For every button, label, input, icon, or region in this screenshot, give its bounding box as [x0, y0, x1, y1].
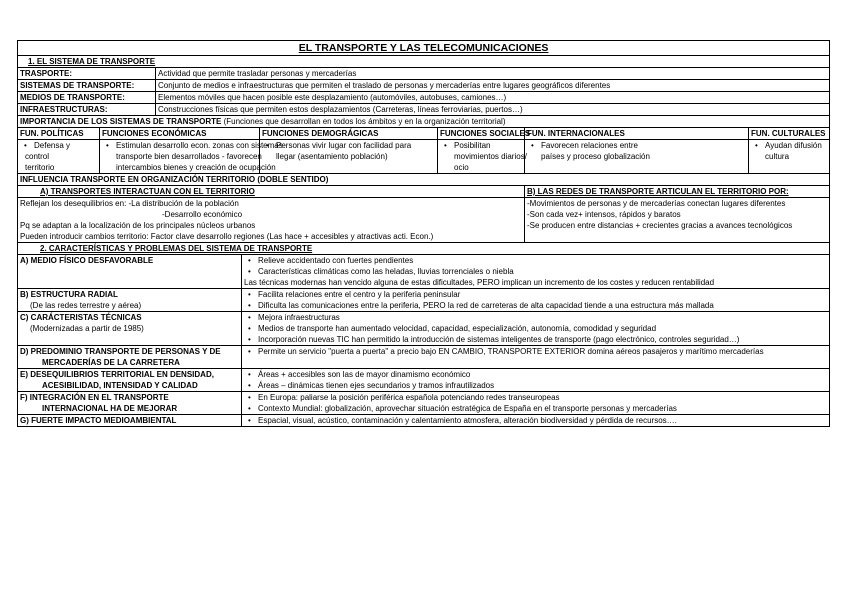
problem-label-line: A) MEDIO FÍSICO DESFAVORABLE: [20, 256, 154, 265]
definition-text: Actividad que permite trasladar personas y mercaderías: [156, 68, 830, 80]
problem-items: [242, 289, 830, 312]
function-line: • Favorecen relaciones entre: [527, 140, 746, 151]
functions-content-row: [18, 140, 830, 174]
function-line: • Posibilitan: [440, 140, 522, 151]
function-header: FUN. INTERNACIONALES: [525, 128, 749, 140]
problem-label: [18, 392, 242, 415]
influencia-a-line: Reflejan los desequilibrios en: -La distribución de la población: [20, 199, 239, 208]
problem-row: [18, 392, 830, 415]
definition-row: [18, 80, 830, 92]
influencia-b-line: -Movimientos de personas y de mercaderías conectan lugares diferentes: [527, 199, 786, 208]
problem-label-line: MERCADERÍAS DE LA CARRETERA: [42, 358, 180, 367]
problem-label-line: ACESIBILIDAD, INTENSIDAD Y CALIDAD: [42, 381, 198, 390]
problem-items: [242, 415, 830, 427]
problem-item: • Dificulta las comunicaciones entre la periferia, PERO la red de carreteras de alta capacidad tiende a una estructura más mallada: [244, 300, 827, 311]
problem-label: [18, 415, 242, 427]
influencia-b-line: -Son cada vez+ intensos, rápidos y baratos: [527, 210, 681, 219]
function-content: [18, 140, 100, 174]
definition-row: [18, 92, 830, 104]
problem-label-line: F) INTEGRACIÓN EN EL TRANSPORTE: [20, 393, 169, 402]
function-line: ocio: [454, 163, 469, 172]
function-line: transporte bien desarrollados - favorecen: [116, 152, 262, 161]
function-line: • Estimulan desarrollo econ. zonas con sistemas: [102, 140, 257, 151]
problem-row: [18, 255, 830, 289]
problem-item: • Permite un servicio "puerta a puerta" a precio bajo EN CAMBIO, TRANSPORTE EXTERIOR domina aéreos pasajeros y marítimo mercaderías: [244, 346, 827, 357]
influencia-a-line: [20, 209, 522, 220]
problem-items: [242, 392, 830, 415]
problem-items: [242, 369, 830, 392]
influencia-b-line: -Se producen entre distancias + crecientes gracias a avances tecnológicos: [527, 221, 793, 230]
problem-extra: Las técnicas modernas han vencido alguna de estas dificultades, PERO implican un incremento de los costes y reducen rentabilidad: [244, 278, 715, 287]
function-line: • Ayudan difusión: [751, 140, 827, 151]
problem-label: [18, 369, 242, 392]
importancia-heading: [18, 116, 830, 128]
influencia-a-line-text: -Desarrollo económico: [162, 210, 243, 219]
definition-term: INFRAESTRUCTURAS:: [18, 104, 156, 116]
function-header: FUNCIONES SOCIALES: [438, 128, 525, 140]
problem-label: [18, 255, 242, 289]
definition-text: Elementos móviles que hacen posible este desplazamiento (automóviles, autobuses, camiones…): [156, 92, 830, 104]
document-sheet: [17, 40, 829, 427]
problem-item: • Medios de transporte han aumentado velocidad, capacidad, especialización, autonomía, comodidad y seguridad: [244, 323, 827, 334]
influencia-heading: INFLUENCIA TRANSPORTE EN ORGANIZACIÓN TERRITORIO (DOBLE SENTIDO): [18, 174, 830, 186]
function-header: FUNCIONES DEMOGRÁGICAS: [260, 128, 438, 140]
problem-row: [18, 369, 830, 392]
function-line: llegar (asentamiento población): [276, 152, 388, 161]
problem-row: [18, 346, 830, 369]
problem-item: • Incorporación nuevas TIC han permitido la introducción de sistemas inteligentes de transporte (pago electrónico, controles seguridad…): [244, 334, 827, 345]
problem-item: • Contexto Mundial: globalización, aprovechar situación estratégica de España en el transporte personas y mercaderías: [244, 403, 827, 414]
problem-item: • Relieve accidentado con fuertes pendientes: [244, 255, 827, 266]
definition-term: SISTEMAS DE TRANSPORTE:: [18, 80, 156, 92]
problem-items: [242, 346, 830, 369]
problem-label-line: INTERNACIONAL HA DE MEJORAR: [42, 404, 178, 413]
function-line: • Personas vivir lugar con facilidad para: [262, 140, 435, 151]
definition-term: TRASPORTE:: [18, 68, 156, 80]
function-line: control: [25, 152, 50, 161]
function-header: FUN. CULTURALES: [749, 128, 830, 140]
functions-header-row: [18, 128, 830, 140]
function-content: [100, 140, 283, 174]
problem-label-line: G) FUERTE IMPACTO MEDIOAMBIENTAL: [20, 416, 177, 425]
function-line: movimientos diarios/: [454, 152, 527, 161]
function-line: cultura: [765, 152, 790, 161]
section-1-heading: 1. EL SISTEMA DE TRANSPORTE: [18, 56, 830, 68]
problem-item: • En Europa: paliarse la posición periférica española potenciando redes transeuropeas: [244, 392, 827, 403]
function-content: [260, 140, 438, 174]
function-line: territorio: [25, 163, 55, 172]
summary-table: [17, 40, 830, 427]
problem-item: • Mejora infraestructuras: [244, 312, 827, 323]
problem-item: • Áreas – dinámicas tienen ejes secundarios y tramos infrautilizados: [244, 380, 827, 391]
function-content: [525, 140, 749, 174]
definition-text: Conjunto de medios e infraestructuras que permiten el traslado de personas y mercaderías entre lugares geográficos diferentes: [156, 80, 830, 92]
influencia-a-heading: A) TRANSPORTES INTERACTUAN CON EL TERRITORIO: [18, 186, 525, 198]
definition-row: [18, 68, 830, 80]
function-header: FUNCIONES ECONÓMICAS: [100, 128, 260, 140]
problem-sub: (De las redes terrestre y aérea): [30, 301, 142, 310]
problem-label-line: D) PREDOMINIO TRANSPORTE DE PERSONAS Y DE: [20, 347, 221, 356]
function-header: FUN. POLÍTICAS: [18, 128, 100, 140]
problem-items: [242, 255, 830, 289]
definition-text: Construcciones físicas que permiten estos desplazamientos (Carreteras, líneas ferroviarias, puertos…): [156, 104, 830, 116]
influencia-a-content: [18, 198, 525, 243]
problem-items: [242, 312, 830, 346]
importancia-label: IMPORTANCIA DE LOS SISTEMAS DE TRANSPORTE: [20, 117, 222, 126]
problem-item: • Facilita relaciones entre el centro y la periferia peninsular: [244, 289, 827, 300]
problem-label-line: C) CARÁCTERISTAS TÉCNICAS: [20, 313, 142, 322]
influencia-a-line: Pq se adaptan a la localización de los principales núcleos urbanos: [20, 221, 256, 230]
influencia-b-content: [525, 198, 830, 243]
problem-item: • Áreas + accesibles son las de mayor dinamismo económico: [244, 369, 827, 380]
problem-row: [18, 312, 830, 346]
page-title: EL TRANSPORTE Y LAS TELECOMUNICACIONES: [18, 41, 830, 56]
section-2-heading: 2. CARACTERÍSTICAS Y PROBLEMAS DEL SISTEMA DE TRANSPORTE: [18, 243, 830, 255]
function-line: intercambios bienes y creación de ocupación: [116, 163, 276, 172]
function-line: • Defensa y: [20, 140, 97, 151]
spacer-line: [527, 231, 827, 242]
definition-term: MEDIOS DE TRANSPORTE:: [18, 92, 156, 104]
influencia-a-line: Pueden introducir cambios territorio: Factor clave desarrollo regiones (Las hace + accesibles y atractivas acti. Econ.): [20, 232, 434, 241]
problem-label: [18, 312, 242, 346]
problem-sub: (Modernizadas a partir de 1985): [30, 324, 144, 333]
problem-row: [18, 415, 830, 427]
importancia-text: (Funciones que desarrollan en todos los ámbitos y en la organización territorial): [221, 117, 506, 126]
problem-row: [18, 289, 830, 312]
function-line: países y proceso globalización: [541, 152, 650, 161]
problem-label: [18, 289, 242, 312]
function-content: [749, 140, 830, 174]
problem-label-line: B) ESTRUCTURA RADIAL: [20, 290, 118, 299]
definition-row: [18, 104, 830, 116]
problem-item: • Características climáticas como las heladas, lluvias torrenciales o niebla: [244, 266, 827, 277]
influencia-b-heading: B) LAS REDES DE TRANSPORTE ARTICULAN EL TERRITORIO POR:: [525, 186, 830, 198]
problem-item: • Espacial, visual, acústico, contaminación y calentamiento atmosfera, alteración biodiversidad y pérdida de recursos….: [244, 415, 827, 426]
problem-label: [18, 346, 242, 369]
function-content: [438, 140, 525, 174]
problem-label-line: E) DESEQUILIBRIOS TERRITORIAL EN DENSIDAD,: [20, 370, 214, 379]
